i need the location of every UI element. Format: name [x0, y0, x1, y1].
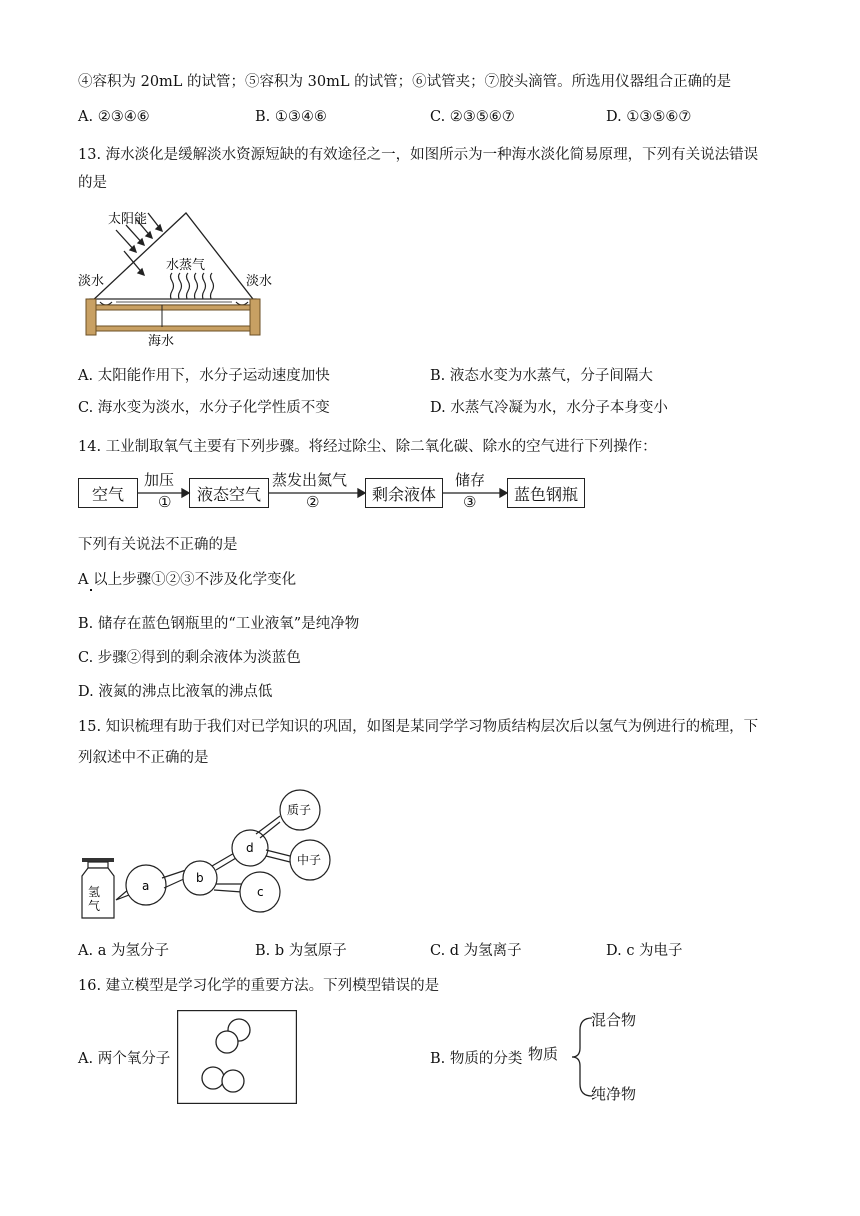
arrow-label-store: 储存: [455, 471, 486, 489]
label-neutron: 中子: [297, 853, 322, 867]
q12-option-c: C. ②③⑤⑥⑦: [430, 109, 515, 125]
q13-option-a: A. 太阳能作用下，水分子运动速度加快: [78, 368, 330, 384]
label-proton: 质子: [287, 803, 312, 817]
flow-box-blue-cylinder: 蓝色钢瓶: [507, 478, 585, 508]
q15-option-d: D. c 为电子: [606, 943, 683, 959]
q15-stem-line1: 15. 知识梳理有助于我们对已学知识的巩固，如图是某同学学习物质结构层次后以氢气为例进行的梳理，下: [78, 719, 759, 735]
bottle-label-1: 氢: [88, 885, 101, 899]
label-fresh-left: 淡水: [78, 274, 105, 289]
flow-box-residual-liquid: 剩余液体: [365, 478, 443, 508]
classify-root: 物质: [528, 1045, 559, 1063]
q13-stem-line1: 13. 海水淡化是缓解淡水资源短缺的有效途径之一，如图所示为一种海水淡化简易原理，下列有关说法错误: [78, 147, 759, 163]
q12-line: ④容积为 20mL 的试管；⑤容积为 30mL 的试管；⑥试管夹；⑦胶头滴管。所选用仪器组合正确的是: [78, 74, 732, 90]
hydrogen-bottle-icon: [82, 858, 114, 918]
q16-option-a-label: A. 两个氧分子: [78, 1051, 171, 1067]
q16-stem: 16. 建立模型是学习化学的重要方法。下列模型错误的是: [78, 978, 440, 994]
arrow-label-evaporate-nitrogen: 蒸发出氮气: [272, 471, 348, 489]
label-a: a: [142, 879, 150, 893]
q12-option-d: D. ①③⑤⑥⑦: [606, 109, 692, 125]
q12-option-b: B. ①③④⑥: [255, 109, 327, 125]
label-seawater: 海水: [148, 334, 175, 349]
q14-question: 下列有关说法不正确的是: [78, 537, 238, 553]
oxygen-molecules-model: [177, 1010, 297, 1104]
q14-option-d: D. 液氮的沸点比液氧的沸点低: [78, 684, 273, 700]
label-b: b: [196, 871, 204, 885]
q15-option-a: A. a 为氢分子: [78, 943, 169, 959]
q15-option-b: B. b 为氢原子: [255, 943, 347, 959]
label-vapor: 水蒸气: [166, 258, 206, 273]
classify-bottom: 纯净物: [591, 1085, 637, 1103]
arrow-step-2: ②: [306, 493, 320, 511]
q15-stem-line2: 列叙述中不正确的是: [78, 750, 209, 766]
label-d: d: [246, 841, 254, 855]
q15-option-c: C. d 为氢离子: [430, 943, 522, 959]
q14-option-a: A 以上步骤①②③不涉及化学变化: [78, 572, 297, 588]
bottle-label-2: 气: [88, 899, 101, 913]
q13-option-c: C. 海水变为淡水，水分子化学性质不变: [78, 400, 330, 416]
arrow-step-3: ③: [463, 493, 477, 511]
q16-option-b-label: B. 物质的分类: [430, 1051, 523, 1067]
label-sun: 太阳能: [108, 212, 148, 227]
vapor-icon: [171, 273, 214, 301]
label-c: c: [257, 885, 264, 899]
classify-top: 混合物: [591, 1011, 637, 1029]
q13-stem-line2: 的是: [78, 175, 107, 191]
q14-option-b: B. 储存在蓝色钢瓶里的“工业液氧”是纯净物: [78, 616, 360, 632]
q13-option-b: B. 液态水变为水蒸气，分子间隔大: [430, 368, 653, 384]
flow-box-liquid-air: 液态空气: [189, 478, 269, 508]
punctuation-dot: [90, 589, 92, 591]
q14-stem: 14. 工业制取氧气主要有下列步骤。将经过除尘、除二氧化碳、除水的空气进行下列操作：: [78, 439, 657, 455]
arrow-step-1: ①: [158, 493, 172, 511]
q14-option-c: C. 步骤②得到的剩余液体为淡蓝色: [78, 650, 301, 666]
q13-option-d: D. 水蒸气冷凝为水，水分子本身变小: [430, 400, 668, 416]
q12-option-a: A. ②③④⑥: [78, 109, 150, 125]
label-fresh-right: 淡水: [246, 274, 273, 289]
arrow-label-pressurize: 加压: [144, 471, 175, 489]
flow-box-air: 空气: [78, 478, 138, 508]
q13-desalination-figure: [76, 205, 286, 355]
q15-structure-figure: [76, 782, 346, 922]
